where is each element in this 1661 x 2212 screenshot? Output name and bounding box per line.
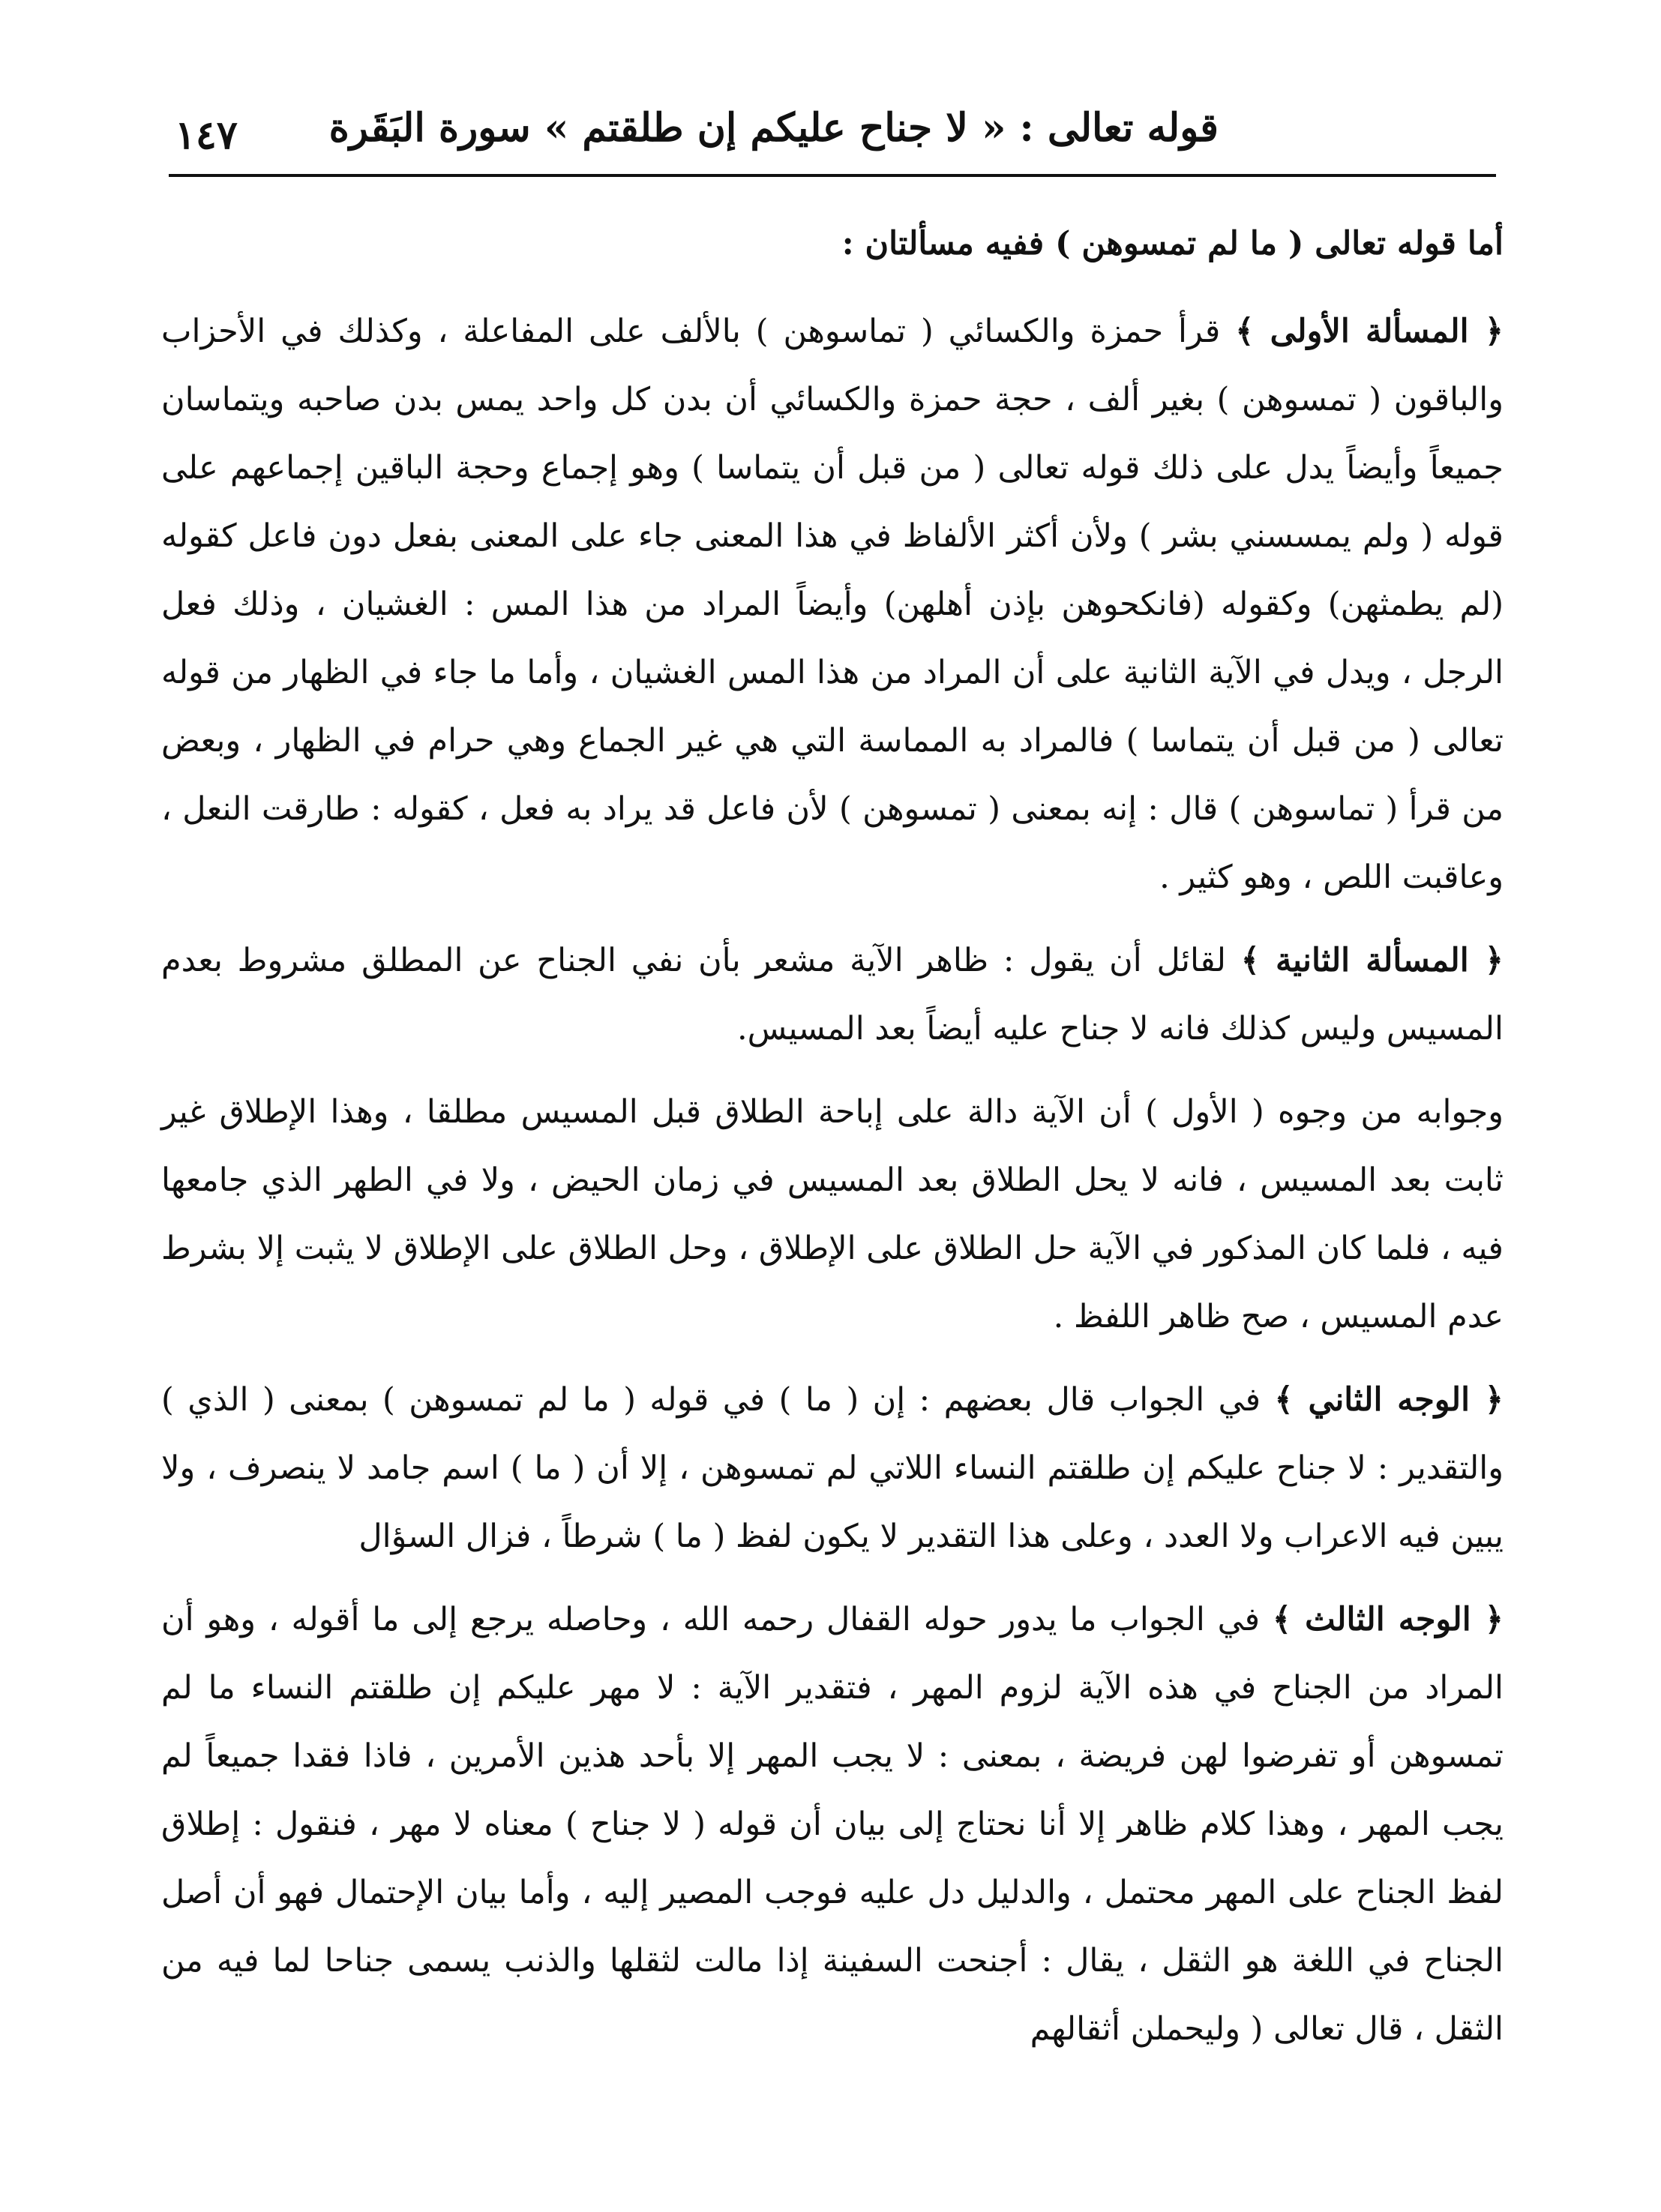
paragraph-third-aspect bbox=[161, 1586, 1504, 2064]
paragraph-first-issue bbox=[161, 298, 1504, 912]
page-body bbox=[161, 210, 1504, 2079]
section-heading: ﴿ المسألة الأولى ﴾ bbox=[1235, 313, 1504, 350]
intro-line: أما قوله تعالى ( ما لم تمسوهن ) ففيه مسألتان : bbox=[841, 225, 1504, 262]
page-header bbox=[169, 90, 1489, 172]
paragraph-text: قرأ حمزة والكسائي ( تماسوهن ) بالألف على المفاعلة ، وكذلك في الأحزاب والباقون ( تمسوهن ) بغير ألف ، حجة حمزة والكسائي أن بدن كل واحد يمس بدن صاحبه ويتماسان جميعاً وأيضاً يدل على ذلك قوله تعالى ( من قبل أن يتماسا ) وهو إجماع وحجة الباقين إجماعهم على قوله ( ولم يمسسني بشر ) ولأن أكثر الألفاظ في هذا المعنى جاء على المعنى بفعل دون فاعل كقوله (لم يطمثهن) وكقوله (فانكحوهن بإذن أهلهن) وأيضاً المراد من هذا المس : الغشيان ، وذلك فعل الرجل ، ويدل في الآية الثانية على أن المراد من هذا المس الغشيان ، وأما ما جاء في الظهار من قوله تعالى ( من قبل أن يتماسا ) فالمراد به المماسة التي هي غير الجماع وهي حرام في الظهار ، وبعض من قرأ ( تماسوهن ) قال : إنه بمعنى ( تمسوهن ) لأن فاعل قد يراد به فعل ، كقوله : طارقت النعل ، وعاقبت اللص ، وهو كثير . bbox=[161, 313, 1504, 896]
paragraph-text: في الجواب قال بعضهم : إن ( ما ) في قوله ( ما لم تمسوهن ) بمعنى ( الذي ) والتقدير : لا جناح عليكم إن طلقتم النساء اللاتي لم تمسوهن ، إلا أن ( ما ) اسم جامد لا ينصرف ، ولا يبين فيه الاعراب ولا العدد ، وعلى هذا التقدير لا يكون لفظ ( ما ) شرطاً ، فزال السؤال bbox=[161, 1381, 1504, 1555]
running-title: قوله تعالى : « لا جناح عليكم إن طلقتم » سورة البَقَرة bbox=[328, 105, 1219, 151]
paragraph-text: لقائل أن يقول : ظاهر الآية مشعر بأن نفي الجناح عن المطلق مشروط بعدم المسيس وليس كذلك فانه لا جناح عليه أيضاً بعد المسيس. bbox=[161, 942, 1504, 1048]
paragraph-second-issue bbox=[161, 927, 1504, 1063]
section-heading: ﴿ الوجه الثالث ﴾ bbox=[1272, 1601, 1504, 1638]
page-number: ١٤٧ bbox=[175, 112, 238, 158]
paragraph-second-aspect bbox=[161, 1366, 1504, 1571]
header-rule bbox=[169, 174, 1496, 177]
paragraph-text: وجوابه من وجوه ( الأول ) أن الآية دالة على إباحة الطلاق قبل المسيس مطلقا ، وهذا الإطلاق غير ثابت بعد المسيس ، فانه لا يحل الطلاق بعد المسيس في زمان الحيض ، ولا في الطهر الذي جامعها فيه ، فلما كان المذكور في الآية حل الطلاق على الإطلاق ، وحل الطلاق على الإطلاق لا يثبت إلا بشرط عدم المسيس ، صح ظاهر اللفظ . bbox=[161, 1093, 1504, 1335]
paragraph-text: في الجواب ما يدور حوله القفال رحمه الله ، وحاصله يرجع إلى ما أقوله ، وهو أن المراد من الجناح في هذه الآية لزوم المهر ، فتقدير الآية : لا مهر عليكم إن طلقتم النساء ما لم تمسوهن أو تفرضوا لهن فريضة ، بمعنى : لا يجب المهر إلا بأحد هذين الأمرين ، فاذا فقدا جميعاً لم يجب المهر ، وهذا كلام ظاهر إلا أنا نحتاج إلى بيان أن قوله ( لا جناح ) معناه لا مهر ، فنقول : إطلاق لفظ الجناح على المهر محتمل ، والدليل دل عليه فوجب المصير إليه ، وأما بيان الإحتمال فهو أن أصل الجناح في اللغة هو الثقل ، يقال : أجنحت السفينة إذا مالت لثقلها والذنب يسمى جناحا لما فيه من الثقل ، قال تعالى ( وليحملن أثقالهم bbox=[161, 1601, 1504, 2048]
section-heading: ﴿ الوجه الثاني ﴾ bbox=[1274, 1381, 1504, 1419]
section-heading: ﴿ المسألة الثانية ﴾ bbox=[1240, 942, 1504, 979]
paragraph-answer bbox=[161, 1078, 1504, 1351]
